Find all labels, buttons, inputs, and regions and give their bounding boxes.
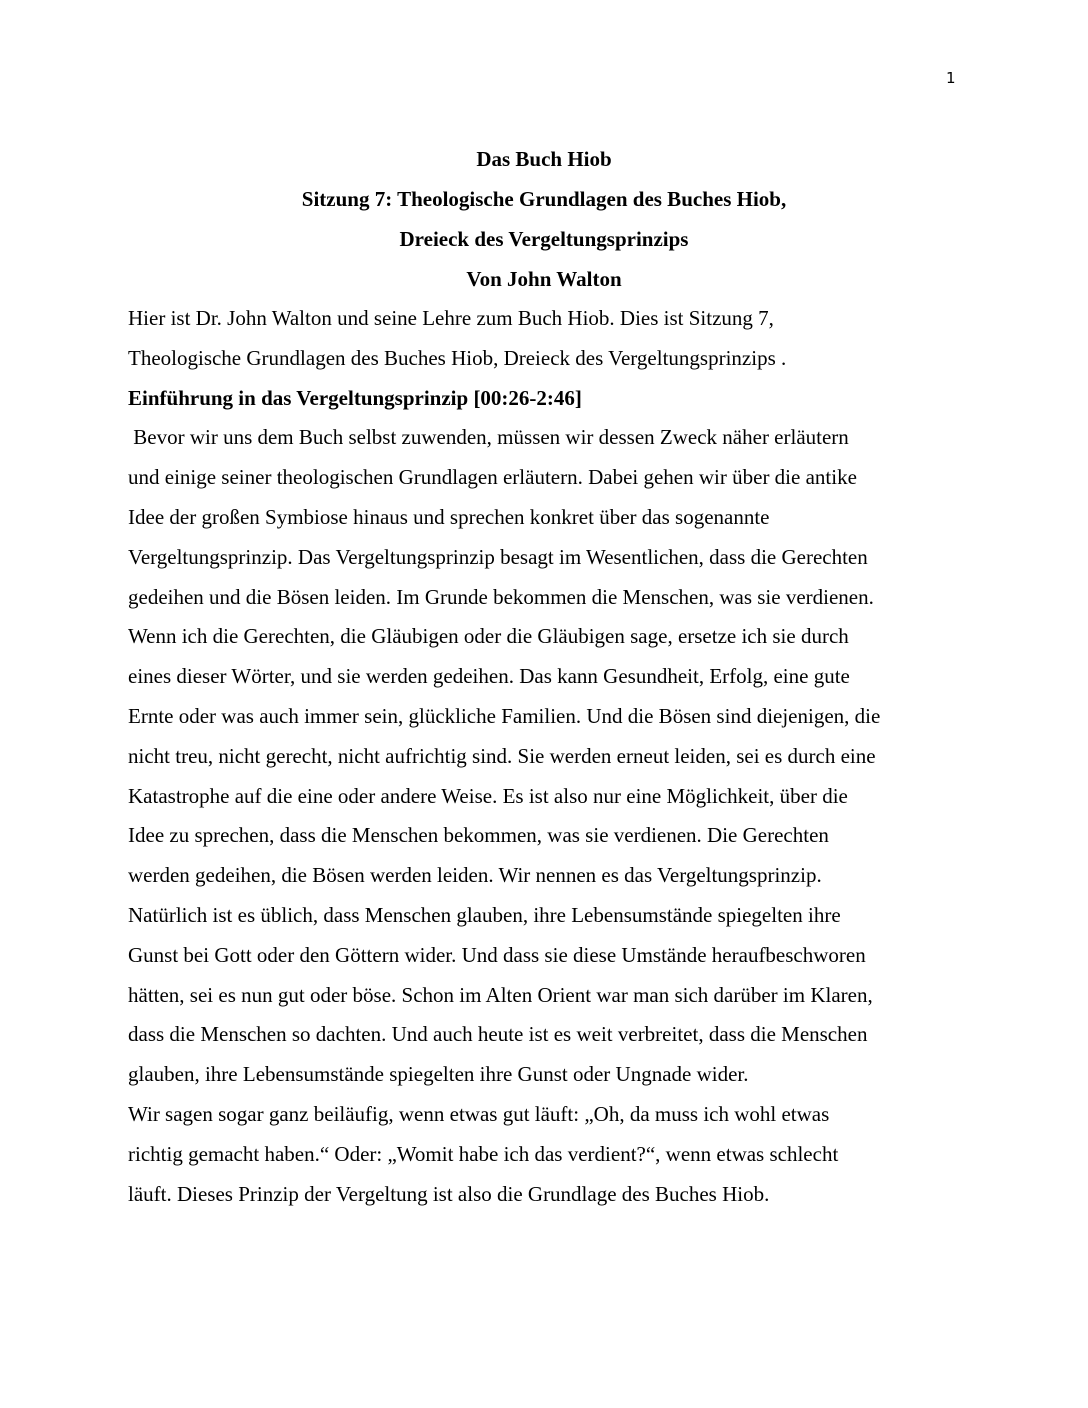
intro-paragraph: [128, 299, 968, 379]
text-line: Hier ist Dr. John Walton und seine Lehre zum Buch Hiob. Dies ist Sitzung 7,: [128, 306, 774, 330]
text-line: Ernte oder was auch immer sein, glückliche Familien. Und die Bösen sind diejenigen, die: [128, 703, 881, 728]
text-line: Vergeltungsprinzip. Das Vergeltungsprinzip besagt im Wesentlichen, dass die Gerechten: [128, 544, 868, 569]
text-line: Wenn ich die Gerechten, die Gläubigen oder die Gläubigen sage, ersetze ich sie durch: [128, 624, 849, 649]
document-title: [128, 139, 960, 299]
text-line: dass die Menschen so dachten. Und auch heute ist es weit verbreitet, dass die Menschen: [128, 1022, 868, 1047]
text-line: Wir sagen sogar ganz beiläufig, wenn etwas gut läuft: „Oh, da muss ich wohl etwas: [128, 1101, 830, 1126]
page-number: 1: [946, 69, 956, 87]
text-line: glauben, ihre Lebensumstände spiegelten ihre Gunst oder Ungnade wider.: [128, 1062, 749, 1087]
author-line: Von John Walton: [466, 267, 622, 291]
session-subtitle: Dreieck des Vergeltungsprinzips: [399, 227, 689, 251]
session-title: Sitzung 7: Theologische Grundlagen des Buches Hiob,: [301, 187, 787, 211]
text-line: gedeihen und die Bösen leiden. Im Grunde bekommen die Menschen, was sie verdienen.: [128, 584, 874, 609]
text-line: nicht treu, nicht gerecht, nicht aufrichtig sind. Sie werden erneut leiden, sei es durch eine: [128, 743, 876, 768]
book-title: Das Buch Hiob: [476, 147, 612, 171]
text-line: werden gedeihen, die Bösen werden leiden. Wir nennen es das Vergeltungsprinzip.: [128, 863, 822, 888]
section-heading: Einführung in das Vergeltungsprinzip [00:26-2:46]: [128, 385, 582, 410]
text-line: hätten, sei es nun gut oder böse. Schon im Alten Orient war man sich darüber im Klaren,: [128, 982, 873, 1007]
text-line: Bevor wir uns dem Buch selbst zuwenden, müssen wir dessen Zweck näher erläutern: [128, 425, 849, 450]
text-line: Idee der großen Symbiose hinaus und sprechen konkret über das sogenannte: [128, 504, 770, 529]
text-line: und einige seiner theologischen Grundlagen erläutern. Dabei gehen wir über die antike: [128, 465, 857, 490]
section-paragraph-2: [128, 1095, 968, 1214]
document-body: [128, 299, 968, 1214]
text-line: Idee zu sprechen, dass die Menschen bekommen, was sie verdienen. Die Gerechten: [128, 823, 829, 848]
text-line: Gunst bei Gott oder den Göttern wider. Und dass sie diese Umstände heraufbeschworen: [128, 942, 866, 967]
text-line: Katastrophe auf die eine oder andere Weise. Es ist also nur eine Möglichkeit, über die: [128, 783, 848, 808]
section-paragraph-1: [128, 418, 968, 1095]
text-line: richtig gemacht haben.“ Oder: „Womit habe ich das verdient?“, wenn etwas schlecht: [128, 1141, 839, 1166]
text-line: läuft. Dieses Prinzip der Vergeltung ist also die Grundlage des Buches Hiob.: [128, 1181, 770, 1206]
text-line: Theologische Grundlagen des Buches Hiob, Dreieck des Vergeltungsprinzips .: [128, 345, 787, 370]
text-line: eines dieser Wörter, und sie werden gedeihen. Das kann Gesundheit, Erfolg, eine gute: [128, 664, 850, 689]
text-line: Natürlich ist es üblich, dass Menschen glauben, ihre Lebensumstände spiegelten ihre: [128, 902, 841, 927]
